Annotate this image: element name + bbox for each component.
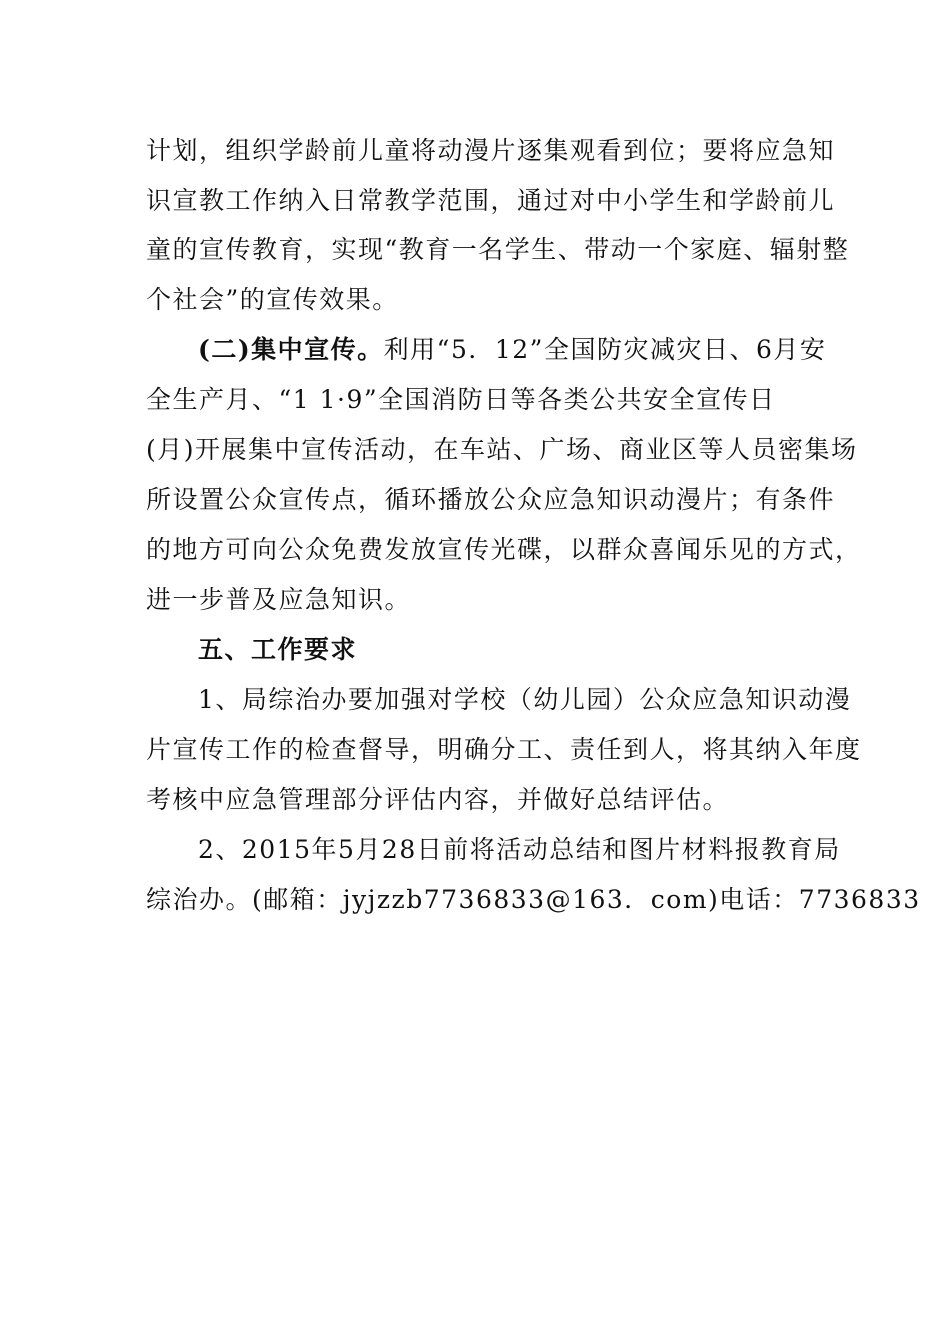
paragraph-line: (月)开展集中宣传活动，在车站、广场、商业区等人员密集场 [146,435,858,464]
paragraph-line: 综治办。(邮箱：jyjzzb7736833@163．com)电话：7736833 [146,885,921,914]
paragraph-line: 计划，组织学龄前儿童将动漫片逐集观看到位；要将应急知 [146,136,836,165]
paragraph-line-with-subheading [198,333,826,367]
paragraph-line: 所设置公众宣传点，循环播放公众应急知识动漫片；有条件 [146,485,836,514]
paragraph-line: 童的宣传教育，实现“教育一名学生、带动一个家庭、辐射整 [146,235,850,264]
subheading-centralized-publicity: (二)集中宣传。 [198,335,384,364]
paragraph-line: 的地方可向公众免费发放宣传光碟，以群众喜闻乐见的方式， [146,535,862,564]
paragraph-line: 考核中应急管理部分评估内容，并做好总结评估。 [146,785,730,814]
paragraph-line: 1、局综治办要加强对学校（幼儿园）公众应急知识动漫 [198,685,852,714]
paragraph-line: 进一步普及应急知识。 [146,585,412,614]
section-heading-work-requirements: 五、工作要求 [198,635,358,664]
paragraph-line: 个社会”的宣传效果。 [146,285,399,314]
paragraph-line: 2、2015年5月28日前将活动总结和图片材料报教育局 [198,835,841,864]
paragraph-line: 片宣传工作的检查督导，明确分工、责任到人，将其纳入年度 [146,735,862,764]
paragraph-line: 全生产月、“1 1·9”全国消防日等各类公共安全宣传日 [146,385,776,414]
paragraph-text: 利用“5．12”全国防灾减灾日、6月安 [383,335,827,364]
paragraph-line: 识宣教工作纳入日常教学范围，通过对中小学生和学龄前儿 [146,186,836,215]
